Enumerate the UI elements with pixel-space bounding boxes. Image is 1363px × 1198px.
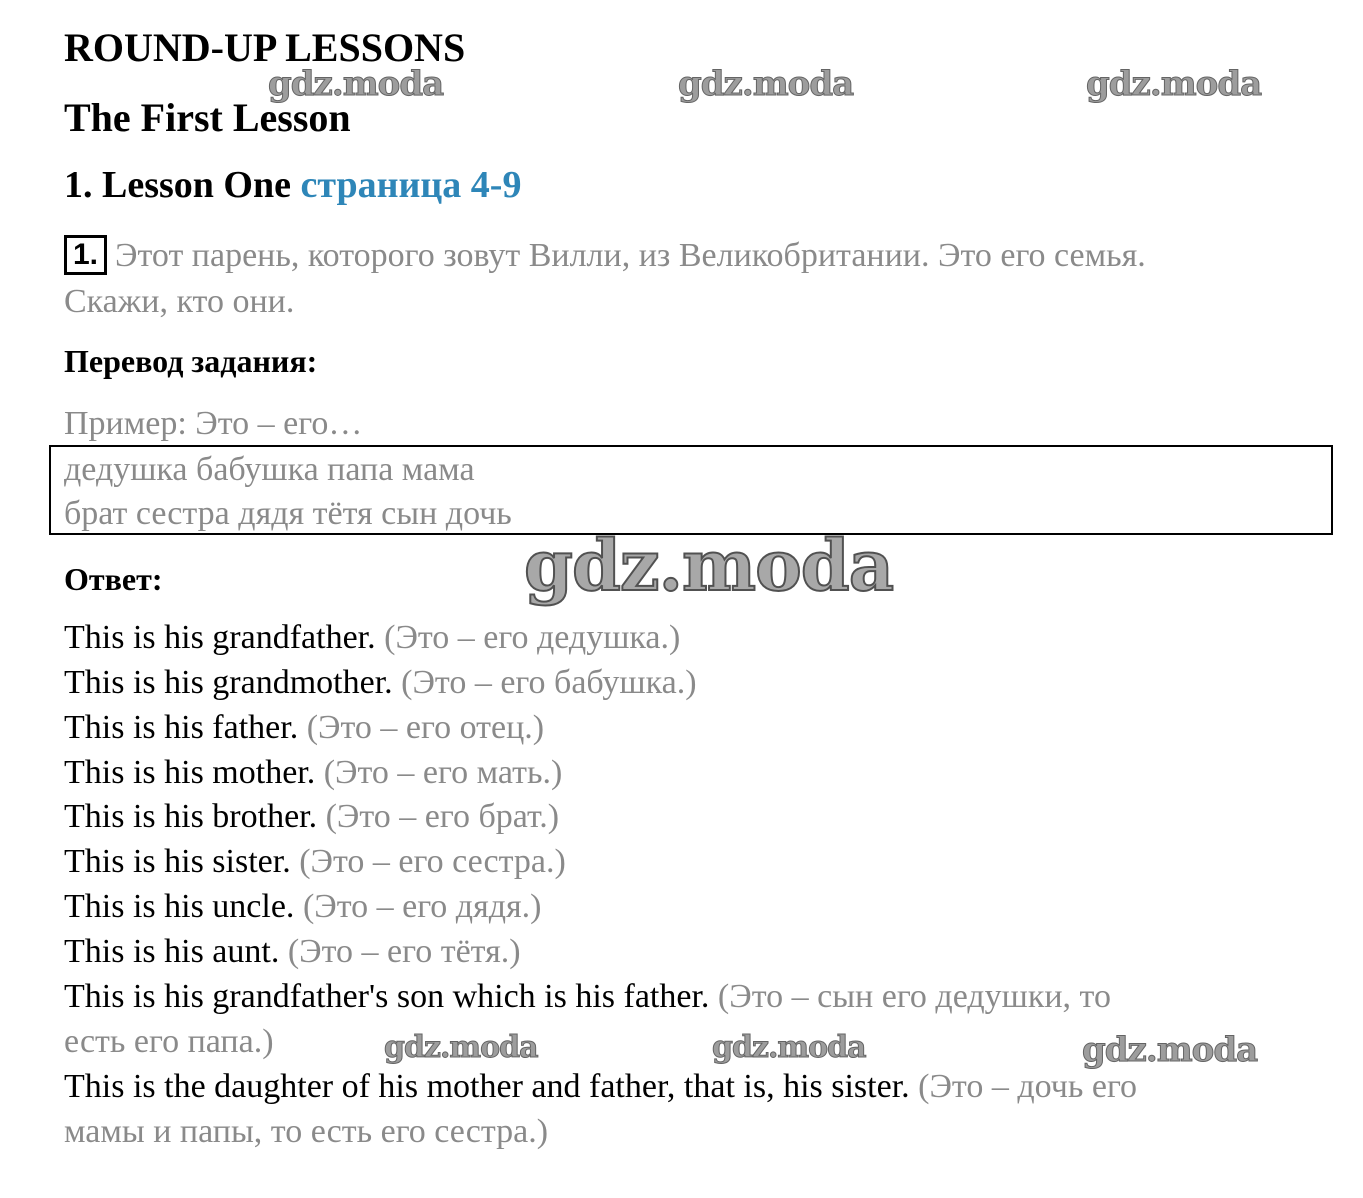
answer-english: This is his grandfather's son which is his father. bbox=[64, 978, 710, 1015]
answer-english: This is his grandfather. bbox=[64, 619, 376, 656]
answer-russian: (Это – его отец.) bbox=[298, 709, 545, 746]
answer-russian: (Это – его дядя.) bbox=[294, 888, 542, 925]
answer-line bbox=[64, 1065, 1137, 1109]
task-text-line-2: Скажи, кто они. bbox=[64, 283, 295, 320]
translation-heading: Перевод задания: bbox=[64, 343, 318, 379]
answer-line bbox=[64, 661, 697, 705]
page-subtitle: The First Lesson bbox=[64, 95, 351, 140]
lesson-heading bbox=[64, 162, 521, 208]
watermark: gdz.moda bbox=[712, 1030, 866, 1065]
watermark: gdz.moda bbox=[268, 64, 444, 104]
answer-english: This is his uncle. bbox=[64, 888, 295, 925]
word-list-line-1: дедушка бабушка папа мама bbox=[64, 451, 475, 488]
answer-line bbox=[64, 795, 559, 839]
answer-line bbox=[64, 840, 566, 884]
answer-line bbox=[64, 1110, 548, 1154]
answer-line bbox=[64, 975, 1111, 1019]
answer-russian: есть его папа.) bbox=[64, 1023, 274, 1060]
answer-line bbox=[64, 751, 562, 795]
task-number-badge: 1. bbox=[64, 235, 107, 275]
page-title: ROUND-UP LESSONS bbox=[64, 25, 466, 70]
answer-english: This is the daughter of his mother and father, that is, his sister. bbox=[64, 1068, 910, 1105]
answer-russian: (Это – его тётя.) bbox=[279, 933, 521, 970]
answer-english: This is his grandmother. bbox=[64, 664, 393, 701]
watermark: gdz.moda bbox=[678, 64, 854, 104]
answer-russian: (Это – его дедушка.) bbox=[375, 619, 681, 656]
answer-russian: (Это – его брат.) bbox=[317, 798, 560, 835]
answer-english: This is his sister. bbox=[64, 843, 291, 880]
translation-example: Пример: Это – его… bbox=[64, 405, 363, 442]
watermark: gdz.moda bbox=[1086, 64, 1262, 104]
answer-english: This is his father. bbox=[64, 709, 299, 746]
answer-english: This is his mother. bbox=[64, 754, 316, 791]
task-text: Этот парень, которого зовут Вилли, из Великобритании. Это его семья. bbox=[115, 237, 1146, 274]
answer-line bbox=[64, 706, 544, 750]
answer-russian: (Это – его мать.) bbox=[315, 754, 563, 791]
answer-line bbox=[64, 616, 680, 660]
answer-russian: (Это – его бабушка.) bbox=[392, 664, 697, 701]
answer-russian: (Это – дочь его bbox=[909, 1068, 1138, 1105]
answer-russian: (Это – сын его дедушки, то bbox=[709, 978, 1111, 1015]
lesson-heading-text: 1. Lesson One bbox=[64, 164, 291, 206]
watermark-large: gdz.moda bbox=[524, 524, 894, 607]
word-list-line-2: брат сестра дядя тётя сын дочь bbox=[64, 495, 512, 532]
answer-english: This is his aunt. bbox=[64, 933, 280, 970]
answer-line bbox=[64, 885, 542, 929]
watermark: gdz.moda bbox=[1082, 1030, 1258, 1070]
answer-line bbox=[64, 930, 521, 974]
answer-russian: (Это – его сестра.) bbox=[290, 843, 566, 880]
answer-line bbox=[64, 1020, 274, 1064]
watermark: gdz.moda bbox=[384, 1030, 538, 1065]
answer-russian: мамы и папы, то есть его сестра.) bbox=[64, 1113, 549, 1150]
answer-heading: Ответ: bbox=[64, 561, 163, 597]
task-text-line-1 bbox=[64, 234, 1146, 278]
answer-english: This is his brother. bbox=[64, 798, 318, 835]
lesson-page-ref: страница 4-9 bbox=[300, 164, 522, 206]
